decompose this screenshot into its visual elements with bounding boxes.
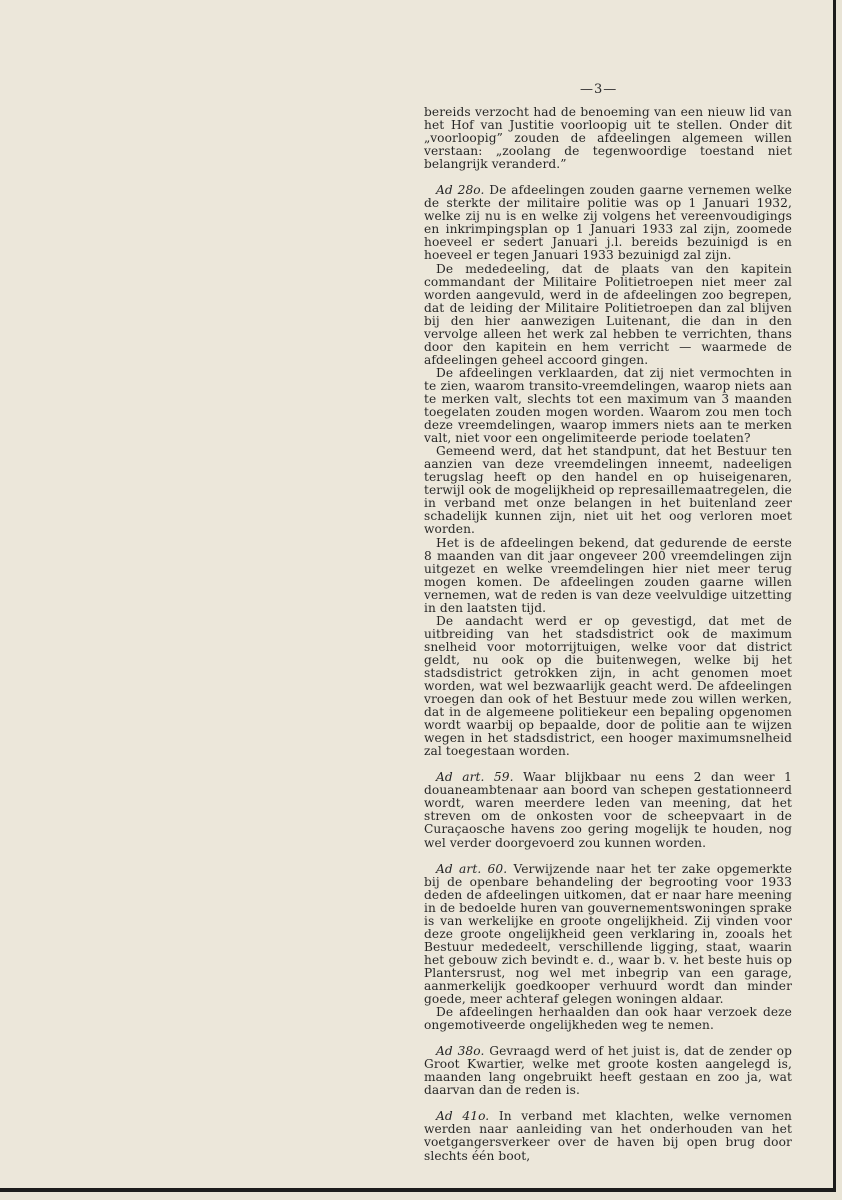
paragraph: Ad 38o. Gevraagd werd of het juist is, dat de zender op Groot Kwartier, welke met groote kosten aangelegd is, maanden lang ongebruikt heeft gestaan en zoo ja, wat daarvan dan de reden is. — [424, 1044, 792, 1098]
paragraph: De mededeeling, dat de plaats van den kapitein commandant der Militaire Politietroepen niet meer zal worden aangevuld, werd in de afdeelingen zoo begrepen, dat de leiding der Militaire Politietroepen dan zal blijven bij den hier aanwezigen Luitenant, die dan in den vervolge alleen het werk zal hebben te verrichten, thans door den kapitein en hem verricht — waarmede de afdeelingen geheel accoord gingen. — [424, 261, 792, 367]
text-column — [424, 106, 792, 1163]
paragraph: De afdeelingen herhaalden dan ook haar verzoek deze ongemotiveerde ongelijkheden weg te nemen. — [424, 1005, 792, 1033]
article-reference: Ad 38o. — [436, 1044, 485, 1059]
paragraph: Ad art. 59. Waar blijkbaar nu eens 2 dan weer 1 douaneambtenaar aan boord van schepen gestationneerd wordt, waren meerdere leden van meening, dat het streven om de onkosten voor de scheepvaart in de Curaçaosche havens zoo gering mogelijk te houden, nog wel verder doorgevoerd zou kunnen worden. — [424, 770, 792, 850]
paragraph: De aandacht werd er op gevestigd, dat met de uitbreiding van het stadsdistrict ook de maximum snelheid voor motorrijtuigen, welke voor dat district geldt, nu ook op die buitenwegen, welke bij het stadsdistrict getrokken zijn, in acht genomen moet worden, wat wel bezwaarlijk geacht werd. De afdeelingen vroegen dan ook of het Bestuur mede zou willen werken, dat in de algemeene politiekeur een bepaling opgenomen wordt waarbij op bepaalde, door de politie aan te wijzen wegen in het stadsdistrict, een hooger maximumsnelheid zal toegestaan worden. — [424, 613, 792, 759]
paragraph: bereids verzocht had de benoeming van een nieuw lid van het Hof van Justitie voorloopig uit te stellen. Onder dit „voorloopig” zouden de afdeelingen algemeen willen verstaan: „zoolang de tegenwoordige toestand niet belangrijk veranderd.” — [424, 105, 792, 172]
paragraph: Ad 41o. In verband met klachten, welke vernomen werden naar aanleiding van het onderhouden van het voetgangersverkeer over de haven bij open brug door slechts één boot, — [424, 1109, 792, 1163]
paragraph: Gemeend werd, dat het standpunt, dat het Bestuur ten aanzien van deze vreemdelingen inneemt, nadeeligen terugslag heeft op den handel en op huiseigenaren, terwijl ook de mogelijkheid op represaillemaatregelen, die in verband met onze belangen in het buitenland zeer schadelijk kunnen zijn, niet uit het oog verloren moet worden. — [424, 444, 792, 537]
paragraph: Ad 28o. De afdeelingen zouden gaarne vernemen welke de sterkte der militaire politie was op 1 Januari 1932, welke zij nu is en welke zij volgens het vereenvoudigings en inkrimpingsplan op 1 Januari 1933 zal zijn, zoomede hoeveel er sedert Januari j.l. bereids bezuinigd is en hoeveel er tegen Januari 1933 bezuinigd zal zijn. — [424, 183, 792, 263]
page-number: —3— — [580, 82, 618, 97]
paragraph: Ad art. 60. Verwijzende naar het ter zake opgemerkte bij de openbare behandeling der begrooting voor 1933 deden de afdeelingen uitkomen, dat er naar hare meening in de bedoelde huren van gouvernementswoningen sprake is van werkelijke en groote ongelijkheid. Zij vinden voor deze groote ongelijkheid geen verklaring in, zooals het Bestuur mededeelt, verschillende ligging, staat, waarin het gebouw zich bevindt e. d., waar b. v. het beste huis op Plantersrust, nog wel met inbegrip van een garage, aanmerkelijk goedkooper verhuurd wordt dan minder goede, meer achteraf gelegen woningen aldaar. — [424, 861, 793, 1007]
paragraph: Het is de afdeelingen bekend, dat gedurende de eerste 8 maanden van dit jaar ongeveer 200 vreemdelingen zijn uitgezet en welke vreemdelingen hier niet meer terug mogen komen. De afdeelingen zouden gaarne willen vernemen, wat de reden is van deze veelvuldige uitzetting in den laatsten tijd. — [424, 535, 792, 615]
article-reference: Ad 41o. — [436, 1109, 490, 1124]
article-reference: Ad 28o. — [436, 183, 485, 198]
paragraph: De afdeelingen verklaarden, dat zij niet vermochten in te zien, waarom transito-vreemdelingen, waarop niets aan te merken valt, slechts tot een maximum van 3 maanden toegelaten zouden mogen worden. Waarom zou men toch deze vreemdelingen, waarop immers niets aan te merken valt, niet voor een ongelimiteerde periode toelaten? — [424, 365, 792, 446]
article-reference: Ad art. 59. — [436, 770, 514, 785]
article-reference: Ad art. 60. — [436, 861, 508, 876]
